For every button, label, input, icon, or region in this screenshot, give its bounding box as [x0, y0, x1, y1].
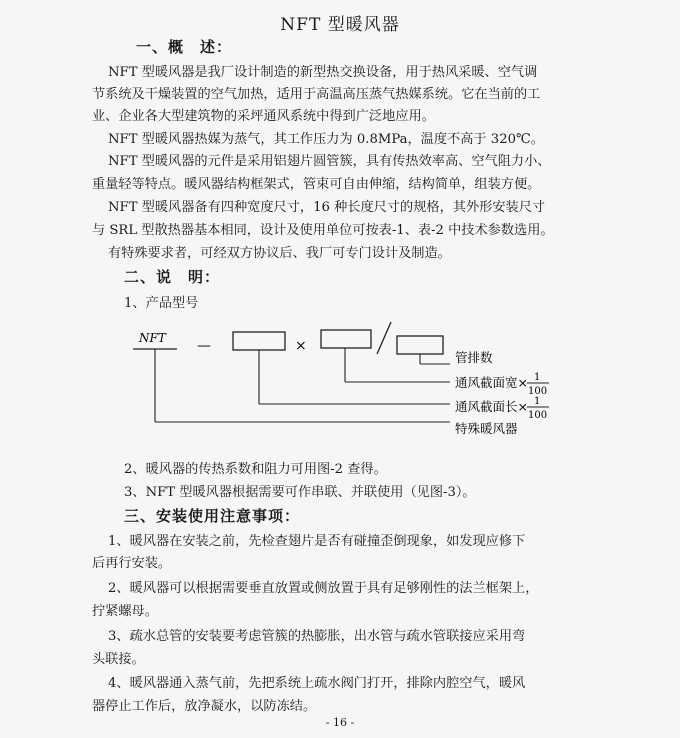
page-number: - 16 - — [325, 716, 355, 729]
paragraph-line: NFT 型暖风器备有四种宽度尺寸，16 种长度尺寸的规格，其外形安装尺寸 — [108, 200, 546, 215]
item-product-model: 1、产品型号 — [124, 296, 199, 311]
paragraph-line: 2、暖风器可以根据需要垂直放置或侧放置于具有足够刚性的法兰框架上， — [108, 581, 539, 596]
paragraph-line: 4、暖风器通入蒸气前，先把系统上疏水阀门打开，排除内腔空气，暖风 — [108, 676, 526, 691]
paragraph-line: 有特殊要求者，可经双方协议后、我厂可专门设计及制造。 — [108, 246, 451, 261]
item-series-parallel: 3、NFT 型暖风器根据需要可作串联、并联使用（见图-3）。 — [124, 485, 476, 500]
paragraph-line: NFT 型暖风器是我厂设计制造的新型热交换设备，用于热风采暖、空气调 — [108, 65, 538, 80]
diagram-frac-num: 1 — [534, 372, 541, 383]
item-heat-transfer: 2、暖风器的传热系数和阻力可用图-2 查得。 — [124, 462, 387, 477]
paragraph-line: 重量轻等特点。暖风器结构框架式，管束可自由伸缩，结构简单，组装方便。 — [92, 177, 541, 192]
diagram-box-length — [233, 332, 285, 350]
model-number-diagram — [125, 318, 595, 436]
paragraph-line: NFT 型暖风器的元件是采用铝翅片圆管簇，具有传热效率高、空气阻力小、 — [108, 154, 551, 169]
diagram-label-special: 特殊暖风器 — [455, 421, 518, 436]
paragraph-line: 头联接。 — [92, 652, 145, 667]
paragraph-line: 拧紧螺母。 — [92, 604, 158, 619]
diagram-box-width — [321, 330, 371, 348]
diagram-label-width: 通风截面宽× — [455, 375, 528, 390]
diagram-times: × — [295, 338, 307, 354]
paragraph-line: NFT 型暖风器热媒为蒸气，其工作压力为 0.8MPa，温度不高于 320℃。 — [108, 132, 544, 147]
diagram-frac-num: 1 — [534, 396, 541, 407]
paragraph-line: 1、暖风器在安装之前，先检查翅片是否有碰撞歪倒现象，如发现应修下 — [108, 534, 526, 549]
paragraph-line: 3、疏水总管的安装要考虑管簇的热膨胀，出水管与疏水管联接应采用弯 — [108, 629, 526, 644]
diagram-frac-den: 100 — [528, 386, 548, 397]
paragraph-line: 器停止工作后，放净凝水，以防冻结。 — [92, 699, 317, 714]
diagram-label-tubes: 管排数 — [455, 350, 493, 365]
section-heading-overview: 一、概 述： — [136, 38, 233, 56]
diagram-prefix: NFT — [139, 331, 166, 345]
diagram-box-tubes — [397, 336, 443, 354]
section-heading-installation: 三、安装使用注意事项： — [124, 507, 301, 525]
paragraph-line: 业、企业各大型建筑物的采坪通风系统中得到广泛地应用。 — [92, 109, 435, 124]
diagram-label-length: 通风截面长× — [455, 399, 528, 414]
paragraph-line: 节系统及干燥装置的空气加热，适用于高温高压蒸气热媒系统。它在当前的工 — [92, 87, 541, 102]
page-title: NFT 型暖风器 — [280, 15, 400, 35]
paragraph-line: 与 SRL 型散热器基本相同，设计及使用单位可按表-1、表-2 中技术参数选用。 — [92, 223, 554, 238]
diagram-dash: — — [197, 338, 211, 354]
paragraph-line: 后再行安装。 — [92, 556, 172, 571]
section-heading-description: 二、说 明： — [124, 268, 221, 286]
diagram-frac-den: 100 — [528, 410, 548, 421]
